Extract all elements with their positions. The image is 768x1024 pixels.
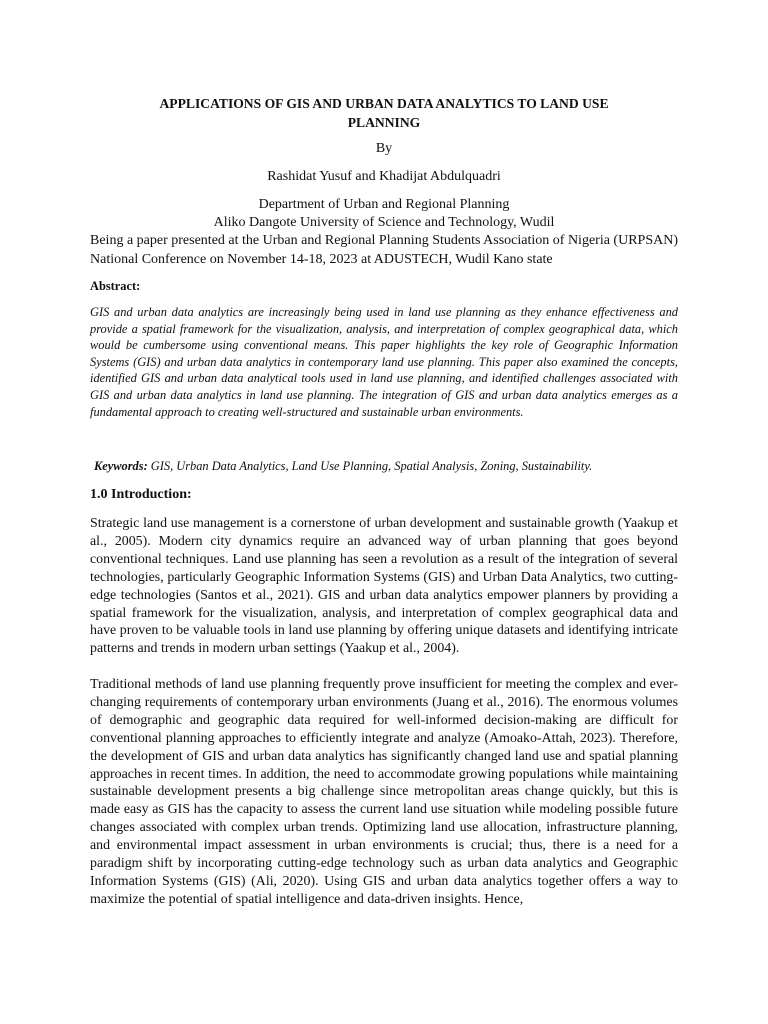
keywords xyxy=(94,458,678,474)
paper-title xyxy=(90,94,678,132)
authors: Rashidat Yusuf and Khadijat Abdulquadri xyxy=(267,169,501,184)
abstract-body: GIS and urban data analytics are increasingly being used in land use planning as they enhance effectiveness and provide a spatial framework for the visualization, analysis, and interpretation of complex geographical data, which would be cumbersome using conventional means. This paper highlights the key role of Geographic Information Systems (GIS) and urban data analytics in contemporary land use planning. This paper also examined the concepts, identified GIS and urban data analytical tools used in land use planning, and identified challenges associated with GIS and urban data analytics in land use planning. The integration of GIS and urban data analytics emerges as a fundamental approach to creating well-structured and sustainable urban environments. xyxy=(90,305,678,419)
abstract-heading: Abstract: xyxy=(90,279,141,293)
byline: By xyxy=(375,141,393,156)
department: Department of Urban and Regional Planning xyxy=(258,197,510,212)
keywords-label: Keywords: xyxy=(94,459,148,473)
university: Aliko Dangote University of Science and Technology, Wudil xyxy=(213,215,555,230)
document-page xyxy=(90,0,678,1024)
introduction-paragraph-1: Strategic land use management is a cornerstone of urban development and sustainable growth (Yaakup et al., 2005). Modern city dynamics require an advanced way of urban planning that goes beyond conventional techniques. Land use planning has seen a revolution as a result of the integration of several technologies, particularly Geographic Information Systems (GIS) and Urban Data Analytics, two cutting-edge technologies (Santos et al., 2021). GIS and urban data analytics empower planners by providing a spatial framework for the visualization, analysis, and interpretation of complex geographical data and have proven to be valuable tools in land use planning by offering unique datasets and identifying intricate patterns and trends in modern urban settings (Yaakup et al., 2004). xyxy=(90,516,678,657)
paper-title-line-1: APPLICATIONS OF GIS AND URBAN DATA ANALYTICS TO LAND USE xyxy=(159,96,609,111)
paper-title-line-2: PLANNING xyxy=(347,115,421,130)
keywords-text: GIS, Urban Data Analytics, Land Use Planning, Spatial Analysis, Zoning, Sustainability. xyxy=(147,459,593,473)
conference-note: Being a paper presented at the Urban and Regional Planning Students Association of Nigeria (URPSAN) National Conference on November 14-18, 2023 at ADUSTECH, Wudil Kano state xyxy=(90,233,678,267)
introduction-heading: 1.0 Introduction: xyxy=(90,487,192,502)
introduction-paragraph-2: Traditional methods of land use planning frequently prove insufficient for meeting the complex and ever-changing requirements of contemporary urban environments (Juang et al., 2016). The enormous volumes of demographic and geographic data required for well-informed decision-making are difficult for conventional planning approaches to efficiently integrate and analyze (Amoako-Attah, 2023). Therefore, the development of GIS and urban data analytics has significantly changed land use and spatial planning approaches in recent times. In addition, the need to accommodate growing populations while maintaining sustainable development presents a big challenge since metropolitan areas change quickly, but this is made easy as GIS has the capacity to assess the current land use situation while modeling possible future changes associated with complex urban trends. Optimizing land use allocation, infrastructure planning, and environmental impact assessment in urban environments is crucial; thus, there is a need for a paradigm shift by incorporating cutting-edge technology such as urban data analytics and Geographic Information Systems (GIS) (Ali, 2020). Using GIS and urban data analytics together offers a way to maximize the potential of spatial intelligence and data-driven insights. Hence, xyxy=(90,677,678,907)
